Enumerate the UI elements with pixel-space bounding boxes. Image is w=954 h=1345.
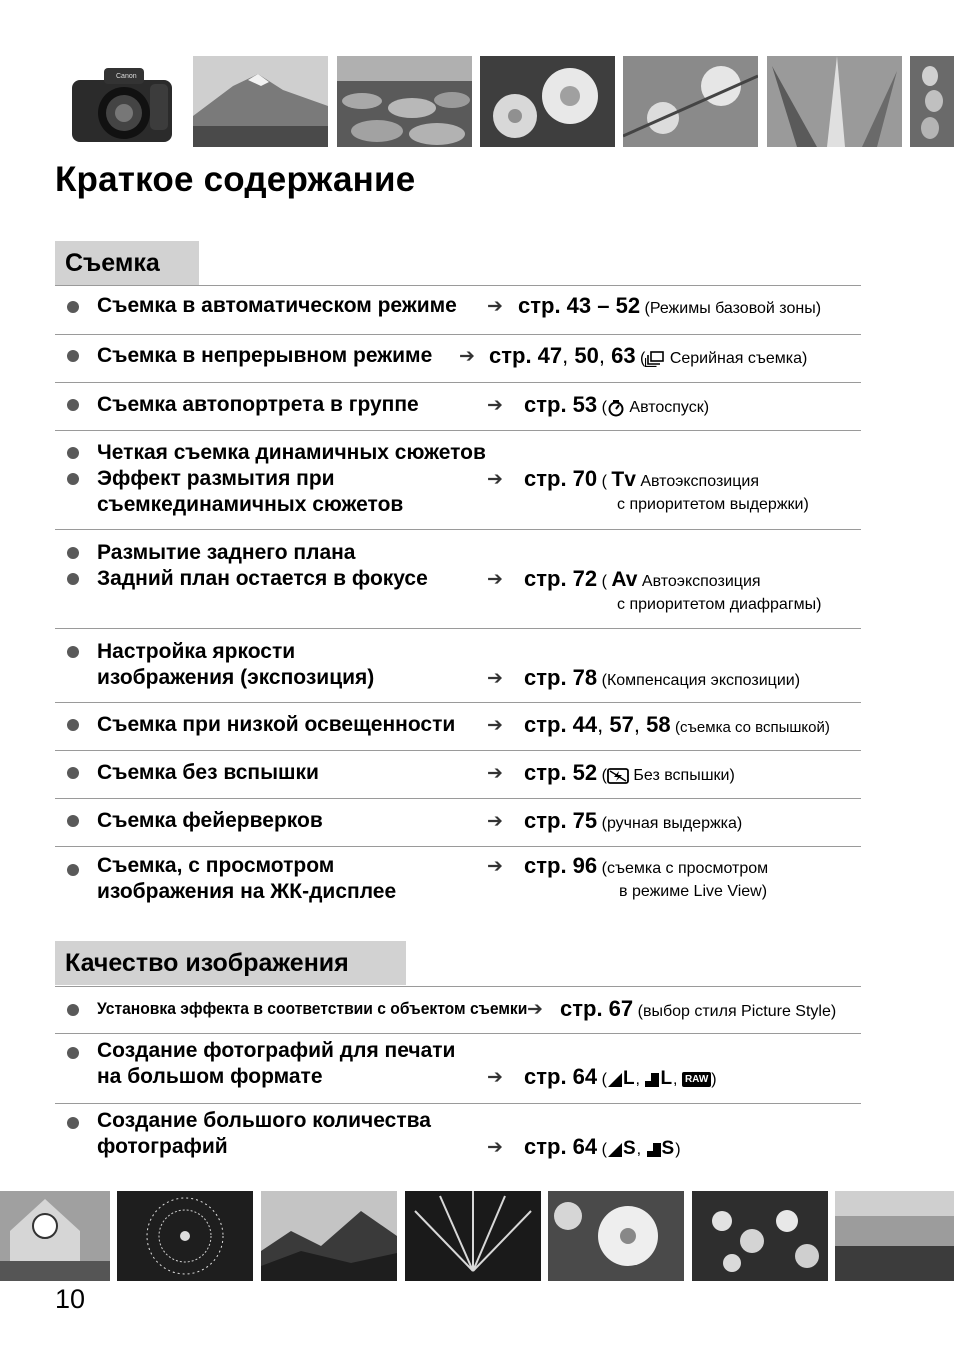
camera-image [62,58,182,150]
item-label: Установка эффекта в соответствии с объектом съемки [97,999,528,1018]
bullet [67,767,79,779]
list-item: Создание фотографий для печати на большом формате ➔ стр. 64 ( L, L, RAW ) [55,1034,861,1104]
raw-icon: RAW [682,1072,711,1087]
reference-note: Автоэкспозиция [640,473,759,490]
item-label: Эффект размытия при [97,467,335,490]
list-item: Четкая съемка динамичных сюжетов Эффект размытия при съемкединамичных сюжетов ➔ стр. 70 ( Tv Автоэкспозиция с приоритетом выдержки) [55,431,861,529]
page-reference: стр. 43 – 52 [518,293,641,318]
list-item [55,286,861,334]
page-reference: стр. 53 [524,392,598,417]
flash-off-icon [607,768,629,784]
page-reference: стр. 78 [524,665,598,690]
list-item: Съемка в непрерывном режиме ➔ стр. 47, 50, 63 ( Серийная съемка) [55,335,861,383]
bullet [67,815,79,827]
bullet [67,646,79,658]
camera-brand-logo: Canon [116,73,137,80]
bullet [67,399,79,411]
arrow-right-icon: ➔ [487,1137,503,1158]
list-item [55,799,861,847]
photo-plant [405,1191,541,1281]
item-label: Съемка без вспышки [97,761,319,784]
page-reference: стр. 70 [524,466,598,491]
arrow-right-icon: ➔ [487,1067,503,1088]
item-label: Размытие заднего плана [97,541,356,564]
photo-dandelion [117,1191,253,1281]
reference-note: (Режимы базовой зоны) [644,300,822,317]
bullet [67,864,79,876]
quality-large: L [622,1068,636,1089]
item-label: Съемка фейерверков [97,809,323,832]
mode-tv: Tv [611,468,636,491]
item-label: Съемка в автоматическом режиме [97,294,457,317]
item-label: Съемка в непрерывном режиме [97,344,433,367]
quality-normal-icon [646,1142,662,1158]
reference-note: (выбор стиля Picture Style) [637,1003,837,1020]
reference-note: (съемка со вспышкой) [675,719,830,736]
reference-note: с приоритетом выдержки) [617,496,809,513]
item-label: Съемка автопортрета в группе [97,393,419,416]
item-label: Создание фотографий для печати [97,1039,456,1062]
list-item: Съемка автопортрета в группе ➔ стр. 53 ( Автоспуск) [55,383,861,431]
item-label: Съемка, с просмотром [97,854,335,877]
reference-note: (Компенсация экспозиции) [601,672,801,689]
reference-note: Автоспуск) [629,399,710,416]
page-reference: стр. 52 [524,760,598,785]
page-reference: стр. 72 [524,566,598,591]
arrow-right-icon: ➔ [487,469,503,490]
bullet [67,1117,79,1129]
page-reference: стр. 47, 50, 63 [489,343,636,368]
arrow-right-icon: ➔ [459,346,475,367]
reference-note: Автоэкспозиция [641,573,761,590]
item-label: Четкая съемка динамичных сюжетов [97,441,486,464]
arrow-right-icon: ➔ [487,296,503,317]
reference-note: (ручная выдержка) [601,815,743,832]
bullet [67,547,79,559]
list-item [55,629,861,703]
item-label: Съемка при низкой освещенности [97,713,456,736]
photo-blossom [623,56,758,147]
bullet [67,719,79,731]
arrow-right-icon: ➔ [487,811,503,832]
reference-note: с приоритетом диафрагмы) [617,596,822,613]
list-item [55,987,861,1033]
item-label: Задний план остается в фокусе [97,567,428,590]
bullet [67,473,79,485]
bullet [67,447,79,459]
item-label: съемкединамичных сюжетов [97,493,404,516]
arrow-right-icon: ➔ [487,856,503,877]
arrow-right-icon: ➔ [527,999,543,1020]
photo-daffodil [480,56,615,147]
item-label: изображения на ЖК-дисплее [97,880,397,903]
photo-lupine [692,1191,828,1281]
section-heading-image-quality: Качество изображения [55,941,406,985]
photo-meadow [835,1191,954,1281]
list-item [55,703,861,751]
item-label: на большом формате [97,1065,323,1088]
photo-mountains-dark [261,1191,397,1281]
quality-fine-icon [607,1072,623,1088]
arrow-right-icon: ➔ [487,395,503,416]
page-number: 10 [55,1284,86,1314]
quality-small: S [661,1138,676,1159]
page-reference: стр. 67 [560,996,634,1021]
list-item: Создание большого количества фотографий ➔ стр. 64 ( S, S) [55,1104,861,1174]
photo-flower-white [548,1191,684,1281]
bullet [67,1047,79,1059]
mode-av: Av [611,568,638,591]
photo-foxglove [910,56,954,147]
photo-leaves [767,56,902,147]
reference-note: Серийная съемка) [669,350,808,367]
item-label: Настройка яркости [97,640,296,663]
self-timer-icon [607,399,625,417]
quality-fine-icon [607,1142,623,1158]
quality-large: L [660,1068,674,1089]
continuous-shooting-icon [645,351,665,367]
list-item: Размытие заднего плана Задний план остается в фокусе ➔ стр. 72 ( Av Автоэкспозиция с приоритетом диафрагмы) [55,530,861,628]
quality-small: S [622,1138,637,1159]
bullet [67,573,79,585]
item-label: Создание большого количества [97,1109,431,1132]
arrow-right-icon: ➔ [487,668,503,689]
arrow-right-icon: ➔ [487,715,503,736]
photo-clock-tower [0,1191,110,1281]
item-label: изображения (экспозиция) [97,666,375,689]
reference-note: (съемка с просмотром [601,860,769,877]
reference-note: Без вспышки) [633,767,735,784]
section-heading-shooting: Съемка [55,241,199,285]
arrow-right-icon: ➔ [487,763,503,784]
bullet [67,350,79,362]
list-item: Съемка без вспышки ➔ стр. 52 ( Без вспышки) [55,751,861,799]
page-reference: стр. 75 [524,808,598,833]
reference-note: в режиме Live View) [619,883,768,900]
bullet [67,301,79,313]
page-reference: стр. 44, 57, 58 [524,712,671,737]
page-reference: стр. 64 [524,1064,598,1089]
arrow-right-icon: ➔ [487,569,503,590]
item-label: фотографий [97,1135,228,1158]
quality-normal-icon [644,1072,660,1088]
page-reference: стр. 64 [524,1134,598,1159]
photo-mountain [193,56,328,147]
list-item [55,847,861,917]
bullet [67,1004,79,1016]
page-title: Краткое содержание [55,160,416,199]
page-reference: стр. 96 [524,853,598,878]
photo-ice [337,56,472,147]
